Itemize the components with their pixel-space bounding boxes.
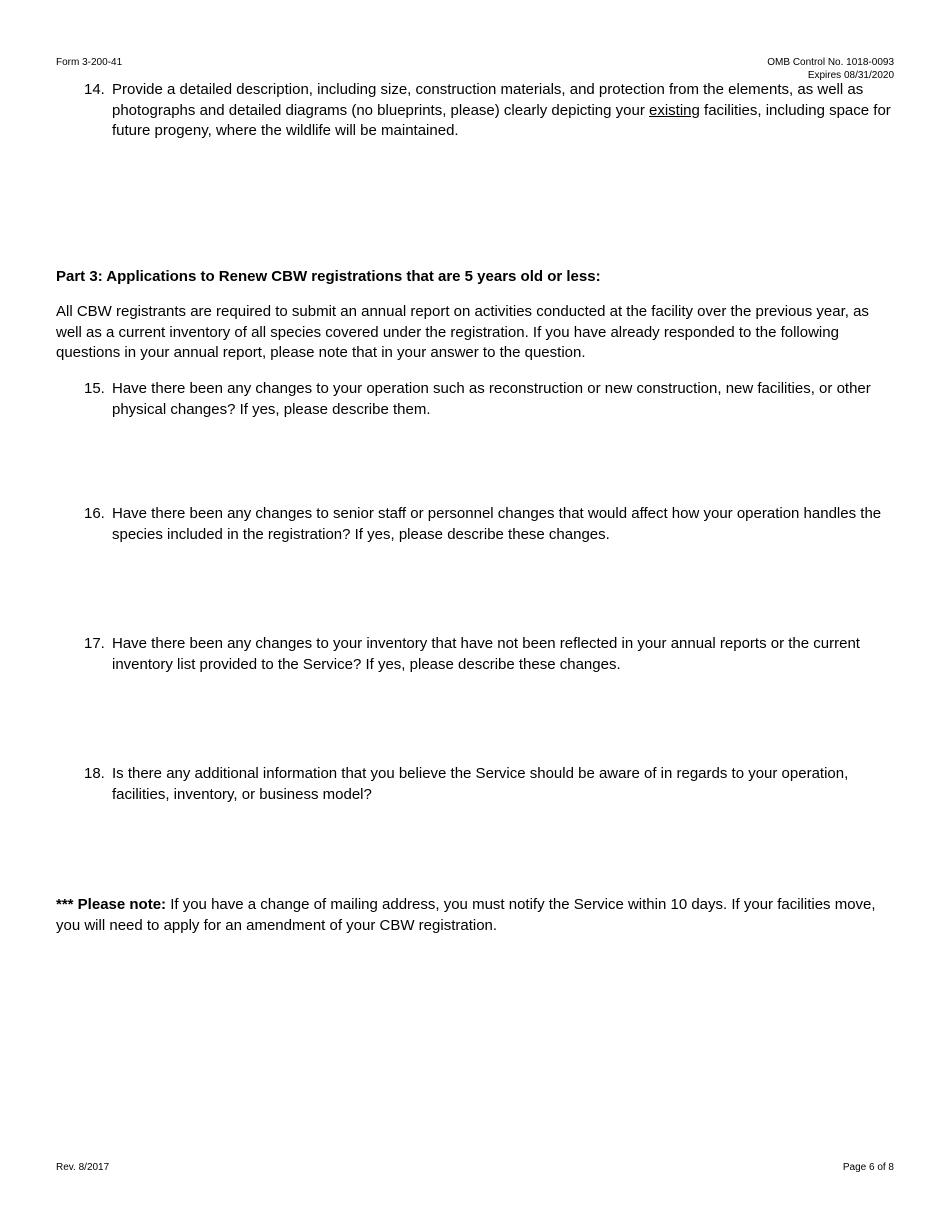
expiration-date: Expires 08/31/2020 [807, 70, 894, 81]
question-15 [84, 379, 896, 420]
question-text-end: facilities, including space for future progeny, where the wildlife will be maintained. [112, 101, 891, 140]
part-3-heading: Part 3: Applications to Renew CBW registrations that are 5 years old or less: [56, 268, 601, 285]
revision-date: Rev. 8/2017 [56, 1162, 110, 1173]
omb-control-number: OMB Control No. 1018-0093 [767, 57, 894, 68]
question-number: 15. [84, 380, 105, 397]
question-text: Is there any additional information that you believe the Service should be aware of in regards to your operation, facilities, inventory, or business model? [112, 765, 849, 803]
question-text: Have there been any changes to your operation such as reconstruction or new construction, new facilities, or other physical changes? If yes, please describe them. [112, 380, 871, 418]
question-number: 14. [84, 81, 105, 98]
question-text [112, 80, 896, 142]
part-3-intro: All CBW registrants are required to submit an annual report on activities conducted at the facility over the previous year, as well as a current inventory of all species covered under the registration. If you have already responded to the following questions in your annual report, please note that in your answer to the question. [56, 303, 869, 362]
note-label: *** Please note: [56, 896, 167, 913]
page-number: Page 6 of 8 [842, 1162, 894, 1173]
question-16 [84, 504, 896, 545]
form-number: Form 3-200-41 [56, 57, 123, 68]
question-number: 17. [84, 635, 105, 652]
question-text-start: Provide a detailed description, including size, construction materials, and protection from the elements, as well as photographs and detailed diagrams (no blueprints, please) clearly depicting your [112, 81, 864, 119]
question-number: 16. [84, 505, 105, 522]
omb-info [767, 56, 894, 82]
please-note [56, 895, 896, 936]
underlined-word: existing [649, 101, 700, 119]
question-number: 18. [84, 765, 105, 782]
question-14 [84, 80, 896, 142]
question-text: Have there been any changes to senior staff or personnel changes that would affect how your operation handles the species included in the registration? If yes, please describe these changes. [112, 505, 882, 543]
note-text: If you have a change of mailing address, you must notify the Service within 10 days. If your facilities move, you will need to apply for an amendment of your CBW registration. [56, 896, 876, 934]
question-18 [84, 764, 896, 805]
question-17 [84, 634, 896, 675]
question-text: Have there been any changes to your inventory that have not been reflected in your annual reports or the current inventory list provided to the Service? If yes, please describe these changes. [112, 635, 860, 673]
